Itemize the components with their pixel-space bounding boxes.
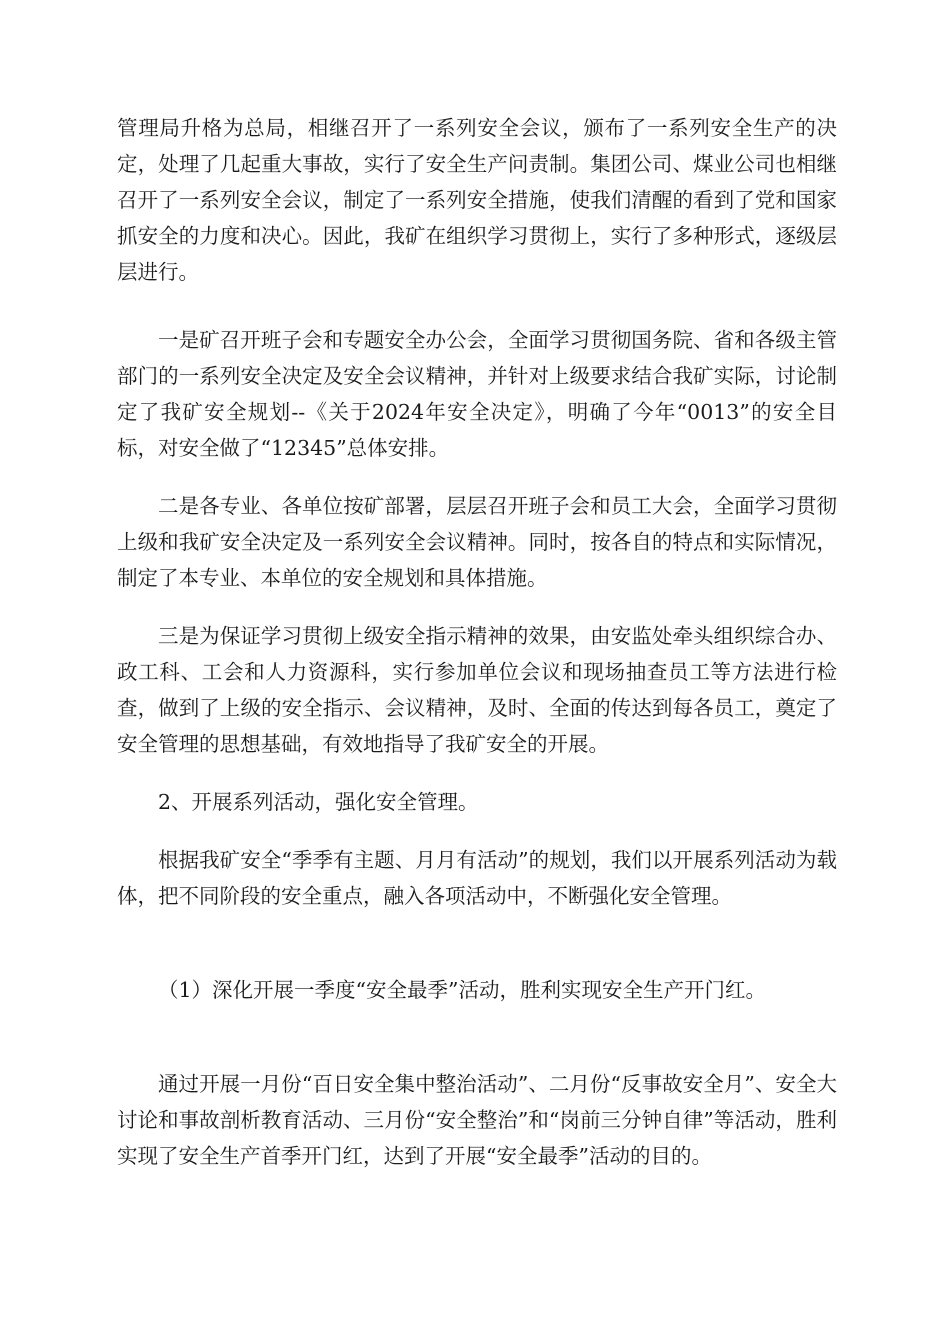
paragraph-point-three: 三是为保证学习贯彻上级安全指示精神的效果，由安监处牵头组织综合办、政工科、工会和人力资源科，实行参加单位会议和现场抽查员工等方法进行检查，做到了上级的安全指示、会议精神，及时、全面的传达到每各员工，奠定了安全管理的思想基础，有效地指导了我矿安全的开展。 <box>117 624 837 756</box>
section-heading-activities: 2、开展系列活动，强化安全管理。 <box>158 790 479 814</box>
paragraph-point-two: 二是各专业、各单位按矿部署，层层召开班子会和员工大会，全面学习贯彻上级和我矿安全决定及一系列安全会议精神。同时，按各自的特点和实际情况，制定了本专业、本单位的安全规划和具体措施。 <box>117 494 837 590</box>
paragraph-first-quarter-activities: 通过开展一月份“百日安全集中整治活动”、二月份“反事故安全月”、安全大讨论和事故剖析教育活动、三月份“安全整治”和“岗前三分钟自律”等活动，胜利实现了安全生产首季开门红，达到了开展“安全最季”活动的目的。 <box>117 1072 837 1168</box>
paragraph-intro: 管理局升格为总局，相继召开了一系列安全会议，颁布了一系列安全生产的决定，处理了几起重大事故，实行了安全生产问责制。集团公司、煤业公司也相继召开了一系列安全会议，制定了一系列安全措施，使我们清醒的看到了党和国家抓安全的力度和决心。因此，我矿在组织学习贯彻上，实行了多种形式，逐级层层进行。 <box>117 116 837 284</box>
paragraph-activities-plan: 根据我矿安全“季季有主题、月月有活动”的规划，我们以开展系列活动为载体，把不同阶段的安全重点，融入各项活动中，不断强化安全管理。 <box>117 848 837 908</box>
paragraph-point-one: 一是矿召开班子会和专题安全办公会，全面学习贯彻国务院、省和各级主管部门的一系列安全决定及安全会议精神，并针对上级要求结合我矿实际，讨论制定了我矿安全规划--《关于2024年安全决定》，明确了今年“0013”的安全目标，对安全做了“12345”总体安排。 <box>117 328 837 460</box>
subheading-first-quarter: （1）深化开展一季度“安全最季”活动，胜利实现安全生产开门红。 <box>158 978 767 1002</box>
